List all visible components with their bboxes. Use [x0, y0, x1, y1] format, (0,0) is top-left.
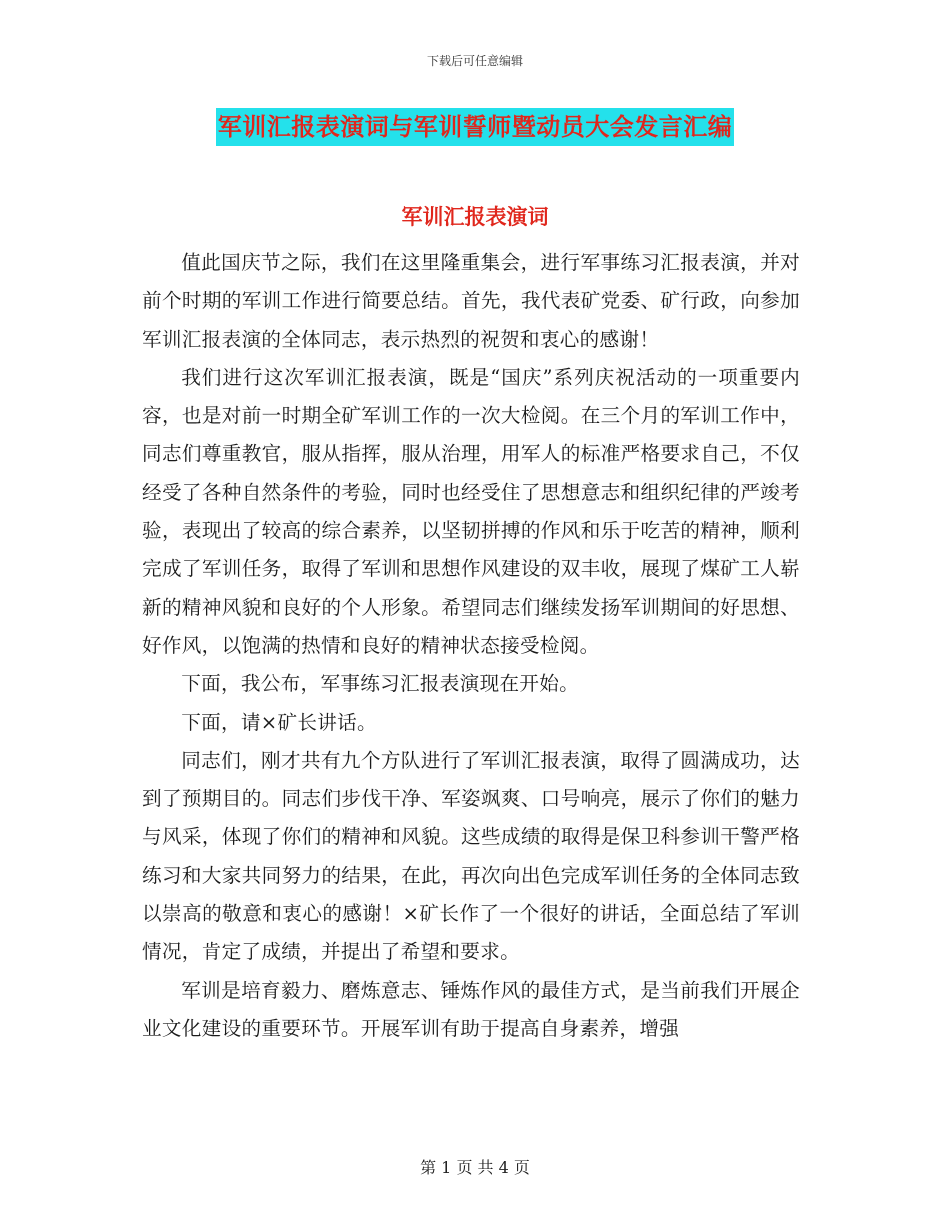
section-title: 军训汇报表演词: [401, 204, 549, 229]
paragraph: 我们进行这次军训汇报表演，既是“国庆”系列庆祝活动的一项重要内容，也是对前一时期全矿军训工作的一次大检阅。在三个月的军训工作中，同志们尊重教官，服从指挥，服从治理，用军人的标准严格要求自己，不仅经受了各种自然条件的考验，同时也经受住了思想意志和组织纪律的严竣考验，表现出了较高的综合素养，以坚韧拼搏的作风和乐于吃苦的精神，顺利完成了军训任务，取得了军训和思想作风建设的双丰收，展现了煤矿工人崭新的精神风貌和良好的个人形象。希望同志们继续发扬军训期间的好思想、好作风，以饱满的热情和良好的精神状态接受检阅。: [142, 365, 800, 657]
paragraph: 下面，请×矿长讲话。: [181, 710, 377, 734]
document-title-container: [0, 108, 950, 146]
page-number-footer: 第 1 页 共 4 页: [420, 1158, 530, 1177]
paragraph: 值此国庆节之际，我们在这里隆重集会，进行军事练习汇报表演，并对前个时期的军训工作进行简要总结。首先，我代表矿党委、矿行政，向参加军训汇报表演的全体同志，表示热烈的祝贺和衷心的感谢！: [142, 251, 800, 351]
paragraph: 同志们，刚才共有九个方队进行了军训汇报表演，取得了圆满成功，达到了预期目的。同志们步伐干净、军姿飒爽、口号响亮，展示了你们的魅力与风采，体现了你们的精神和风貌。这些成绩的取得是保卫科参训干警严格练习和大家共同努力的结果，在此，再次向出色完成军训任务的全体同志致以崇高的敬意和衷心的感谢！×矿长作了一个很好的讲话，全面总结了军训情况，肯定了成绩，并提出了希望和要求。: [142, 748, 800, 964]
document-title: 军训汇报表演词与军训誓师暨动员大会发言汇编: [216, 108, 735, 146]
paragraph: 下面，我公布，军事练习汇报表演现在开始。: [181, 672, 580, 696]
document-body: [142, 244, 800, 1048]
page-header-note: 下载后可任意编辑: [426, 54, 523, 68]
paragraph: 军训是培育毅力、磨炼意志、锤炼作风的最佳方式，是当前我们开展企业文化建设的重要环节。开展军训有助于提高自身素养，增强: [142, 978, 800, 1040]
